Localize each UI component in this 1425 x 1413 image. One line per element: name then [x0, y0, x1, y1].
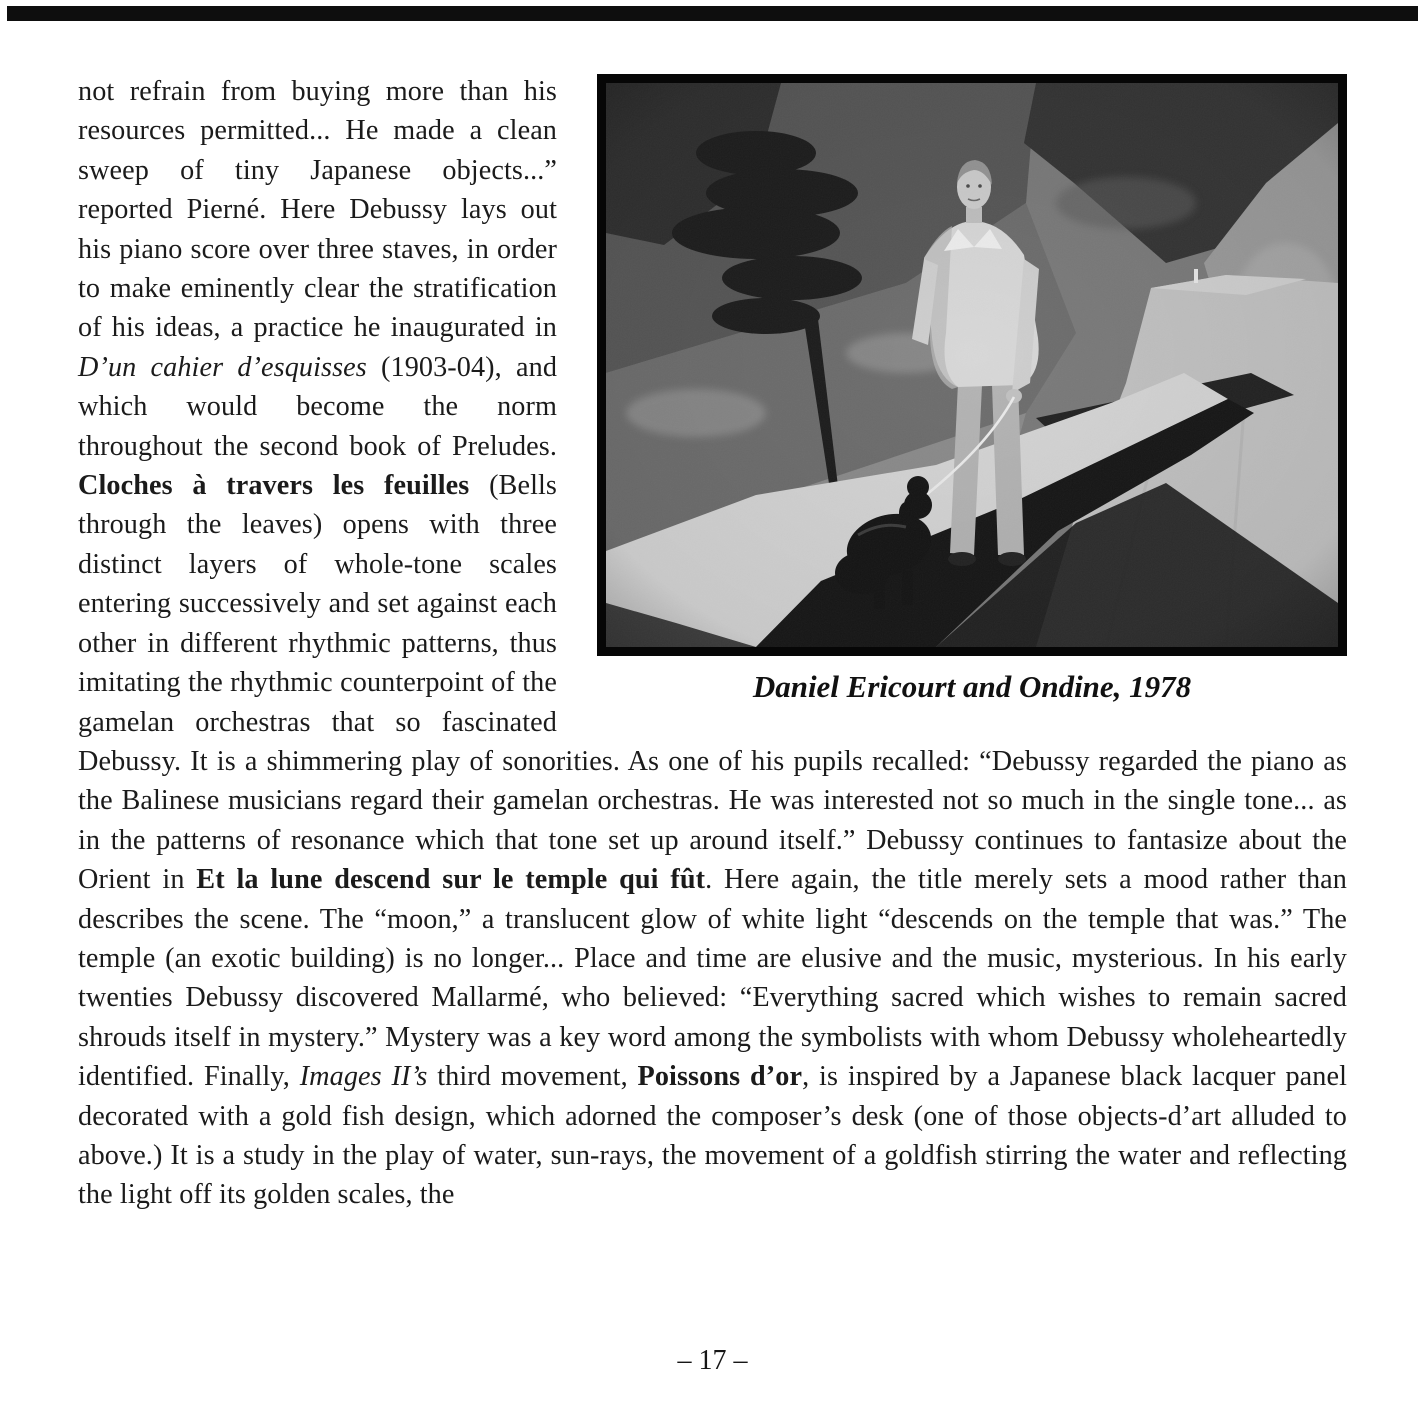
scan-edge-bar [7, 6, 1418, 21]
page-content [78, 72, 1347, 1215]
article-text: not refrain from buying more than his resources permitted... He made a clean sweep of tiny Japanese objects...” reported Pierné. Here Debussy lays out his piano score over three staves, in order to make eminently clear the stratification of his ideas, a practice he inaugurated in D’un cahier d’esquisses (1903-04), and which would become the norm throughout the second book of Preludes. Cloches à travers les feuilles (Bells through the leaves) opens with three distinct layers of whole-tone scales entering successively and set against each other in different rhythmic patterns, thus imitating the rhythmic counterpoint of the gamelan orchestras that so fascinated Debussy. It is a shimmering play of sonorities. As one of his pupils recalled: “Debussy regarded the piano as the Balinese musicians regard their gamelan orchestras. He was interested not so much in the single tone... as in the patterns of resonance which that tone set up around itself.” Debussy continues to fantasize about the Orient in Et la lune descend sur le temple qui fût. Here again, the title merely sets a mood rather than describes the scene. The “moon,” a translucent glow of white light “descends on the temple that was.” The temple (an exotic building) is no longer... Place and time are elusive and the music, mysterious. In his early twenties Debussy discovered Mallarmé, who believed: “Everything sacred which wishes to remain sacred shrouds itself in mystery.” Mystery was a key word among the symbolists with whom Debussy wholeheartedly identified. Finally, Images II’s third movement, Poissons d’or, is inspired by a Japanese black lacquer panel decorated with a gold fish design, which adorned the composer’s desk (one of those objects-d’art alluded to above.) It is a study in the play of water, sun-rays, the movement of a goldfish stirring the water and reflecting the light off its golden scales, the [78, 76, 1348, 1211]
page-number: – 17 – [677, 1345, 748, 1376]
photo-figure [597, 74, 1347, 705]
photo-illustration [606, 83, 1338, 647]
photo-caption: Daniel Ericourt and Ondine, 1978 [752, 669, 1192, 704]
photo [597, 74, 1347, 656]
